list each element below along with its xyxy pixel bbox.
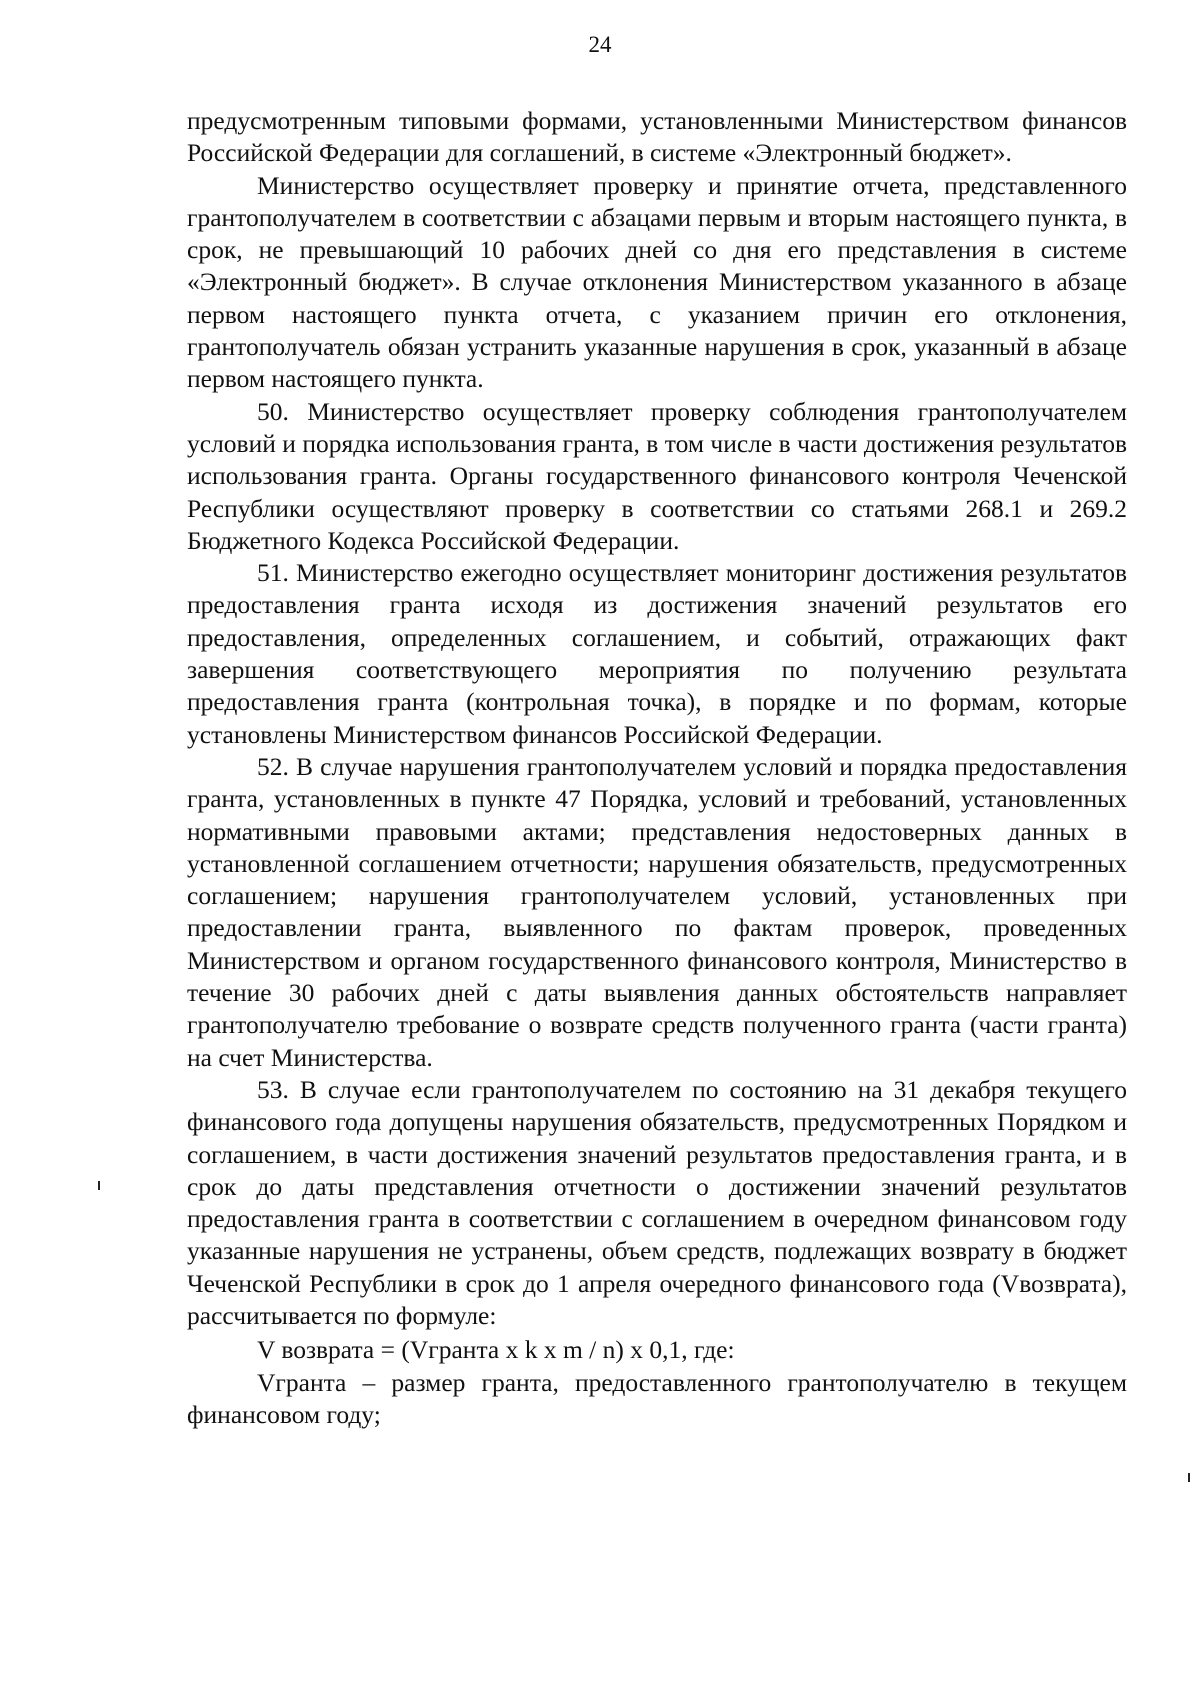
- paragraph-item-51: 51. Министерство ежегодно осуществляет мониторинг достижения результатов предоставления гранта исходя из достижения значений результатов его предоставления, определенных соглашением, и событий, отражающих факт завершения соответствующего мероприятия по получению результата предоставления гранта (контрольная точка), в порядке и по формам, которые установлены Министерством финансов Российской Федерации.: [187, 558, 1127, 749]
- document-body: [187, 105, 1127, 1431]
- scan-speck-left: [98, 1181, 100, 1190]
- paragraph-item-50: 50. Министерство осуществляет проверку соблюдения грантополучателем условий и порядка использования гранта, в том числе в части достижения результатов использования гранта. Органы государственного финансового контроля Чеченской Республики осуществляют проверку в соответствии со статьями 268.1 и 269.2 Бюджетного Кодекса Российской Федерации.: [187, 396, 1127, 555]
- paragraph-item-52: 52. В случае нарушения грантополучателем условий и порядка предоставления гранта, установленных в пункте 47 Порядка, условий и требований, установленных нормативными правовыми актами; представления недостоверных данных в установленной соглашением отчетности; нарушения обязательств, предусмотренных соглашением; нарушения грантополучателем условий, установленных при предоставлении гранта, выявленного по фактам проверок, проведенных Министерством и органом государственного финансового контроля, Министерство в течение 30 рабочих дней с даты выявления данных обстоятельств направляет грантополучателю требование о возврате средств полученного гранта (части гранта) на счет Министерства.: [187, 751, 1127, 1072]
- formula-line: V возврата = (Vгранта x k x m / n) x 0,1, где:: [257, 1335, 735, 1365]
- scan-speck-right: [1188, 1473, 1190, 1482]
- paragraph-continuation: предусмотренным типовыми формами, установленными Министерством финансов Российской Федерации для соглашений, в системе «Электронный бюджет».: [187, 106, 1127, 168]
- paragraph-item-53: 53. В случае если грантополучателем по состоянию на 31 декабря текущего финансового года допущены нарушения обязательств, предусмотренных Порядком и соглашением, в части достижения значений результатов предоставления гранта, и в срок до даты представления отчетности о достижении значений результатов предоставления гранта в соответствии с соглашением в очередном финансовом году указанные нарушения не устранены, объем средств, подлежащих возврату в бюджет Чеченской Республики в срок до 1 апреля очередного финансового года (Vвозврата), рассчитывается по формуле:: [187, 1074, 1127, 1330]
- page-number: 24: [588, 32, 612, 57]
- paragraph-report-check: Министерство осуществляет проверку и принятие отчета, представленного грантополучателем в соответствии с абзацами первым и вторым настоящего пункта, в срок, не превышающий 10 рабочих дней со дня его представления в системе «Электронный бюджет». В случае отклонения Министерством указанного в абзаце первом настоящего пункта отчета, с указанием причин его отклонения, грантополучатель обязан устранить указанные нарушения в срок, указанный в абзаце первом настоящего пункта.: [187, 170, 1127, 394]
- formula-definition: Vгранта – размер гранта, предоставленного грантополучателю в текущем финансовом году;: [187, 1367, 1127, 1429]
